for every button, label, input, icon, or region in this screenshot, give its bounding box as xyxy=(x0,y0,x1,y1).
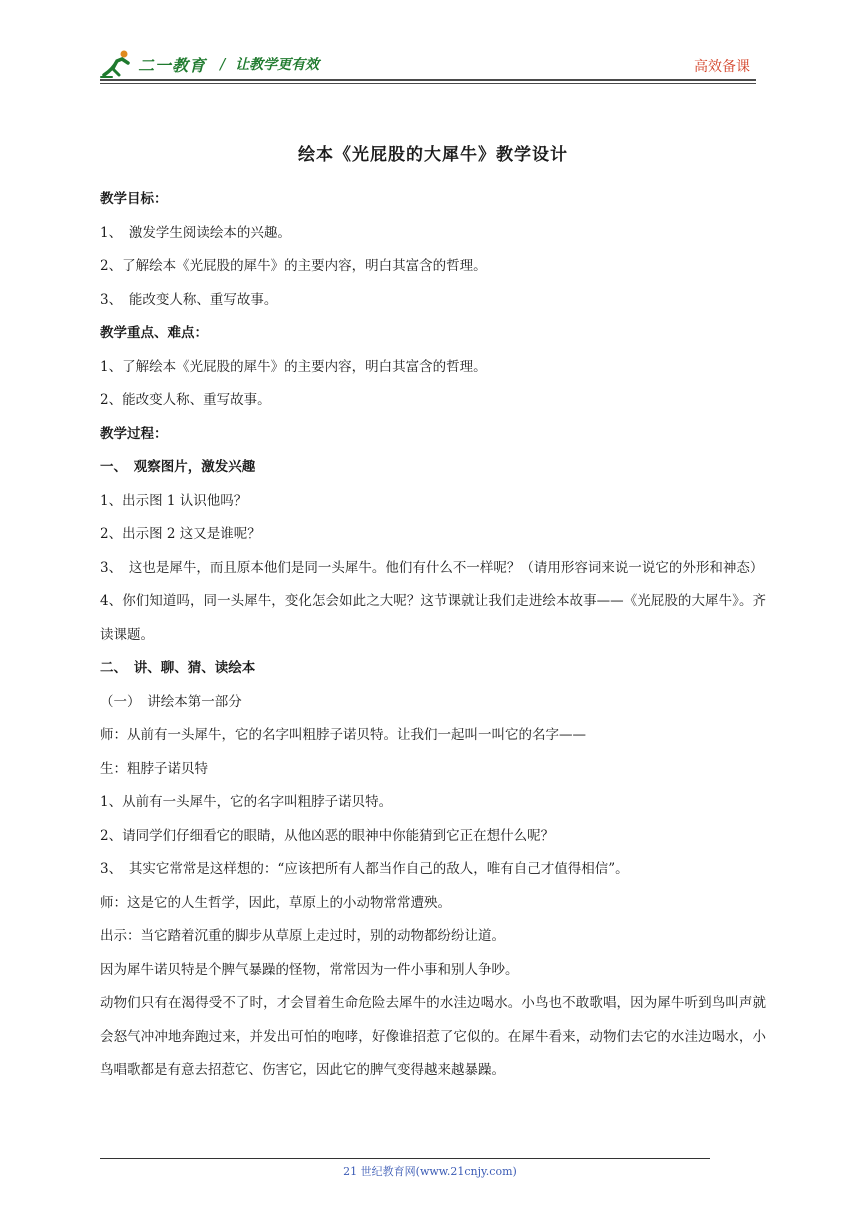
paragraph: 师：这是它的人生哲学，因此，草原上的小动物常常遭殃。 xyxy=(100,894,451,911)
paragraph: 1、出示图 1 认识他吗？ xyxy=(100,492,248,509)
section-heading: 教学过程： xyxy=(100,425,168,442)
paragraph: 1、了解绘本《光屁股的犀牛》的主要内容，明白其富含的哲理。 xyxy=(100,358,487,375)
paragraph: 1、从前有一头犀牛，它的名字叫粗脖子诺贝特。 xyxy=(100,794,393,810)
section-heading: 一、 观察图片，激发兴趣 xyxy=(100,459,256,475)
brand-name: 二一教育 xyxy=(138,55,207,75)
paragraph: 师：从前有一头犀牛，它的名字叫粗脖子诺贝特。让我们一起叫一叫它的名字—— xyxy=(100,727,586,743)
paragraph: 因为犀牛诺贝特是个脾气暴躁的怪物，常常因为一件小事和别人争吵。 xyxy=(100,961,519,978)
paragraph: （一） 讲绘本第一部分 xyxy=(100,693,242,710)
paragraph: 3、 其实它常常是这样想的：“应该把所有人都当作自己的敌人，唯有自己才值得相信”。 xyxy=(100,861,629,877)
footer-rule xyxy=(100,1158,710,1159)
paragraph: 3、 能改变人称、重写故事。 xyxy=(100,291,278,308)
runner-logo-icon xyxy=(100,49,134,79)
paragraph: 出示：当它踏着沉重的脚步从草原上走过时，别的动物都纷纷让道。 xyxy=(100,928,505,944)
paragraph: 2、出示图 2 这又是谁呢？ xyxy=(100,526,261,542)
paragraph: 2、请同学们仔细看它的眼睛，从他凶恶的眼神中你能猜到它正在想什么呢？ xyxy=(100,827,555,844)
paragraph: 4、你们知道吗，同一头犀牛，变化怎会如此之大呢？这节课就让我们走进绘本故事——《光屁股的大犀牛》。齐读课题。 xyxy=(100,593,766,643)
paragraph: 3、 这也是犀牛，而且原本他们是同一头犀牛。他们有什么不一样呢？（请用形容词来说一说它的外形和神态） xyxy=(100,559,764,576)
tagline: 高效备课 xyxy=(694,59,750,75)
logo xyxy=(100,48,319,80)
section-heading: 教学目标： xyxy=(100,191,168,207)
header-divider: / xyxy=(220,55,226,73)
section-heading: 教学重点、难点： xyxy=(100,325,208,341)
paragraph: 动物们只有在渴得受不了时，才会冒着生命危险去犀牛的水洼边喝水。小鸟也不敢歌唱，因为犀牛听到鸟叫声就会怒气冲冲地奔跑过来，并发出可怕的咆哮，好像谁招惹了它似的。在犀牛看来，动物们去它的水洼边喝水，小鸟唱歌都是有意去招惹它、伤害它，因此它的脾气变得越来越暴躁。 xyxy=(100,995,766,1078)
page-header xyxy=(100,48,756,82)
paragraph: 2、能改变人称、重写故事。 xyxy=(100,392,271,408)
slogan: 让教学更有效 xyxy=(235,57,320,73)
paragraph-list xyxy=(100,183,766,1088)
header-rule xyxy=(100,79,756,81)
footer-text[interactable]: 21 世纪教育网(www.21cnjy.com) xyxy=(343,1165,517,1178)
document-body xyxy=(100,140,766,1088)
header-rule-thin xyxy=(100,83,756,84)
document-title: 绘本《光屁股的大犀牛》教学设计 xyxy=(298,145,568,165)
paragraph: 1、 激发学生阅读绘本的兴趣。 xyxy=(100,224,291,241)
paragraph: 生：粗脖子诺贝特 xyxy=(100,760,208,777)
section-heading: 二、 讲、聊、猜、读绘本 xyxy=(100,660,256,676)
paragraph: 2、了解绘本《光屁股的犀牛》的主要内容，明白其富含的哲理。 xyxy=(100,258,487,274)
